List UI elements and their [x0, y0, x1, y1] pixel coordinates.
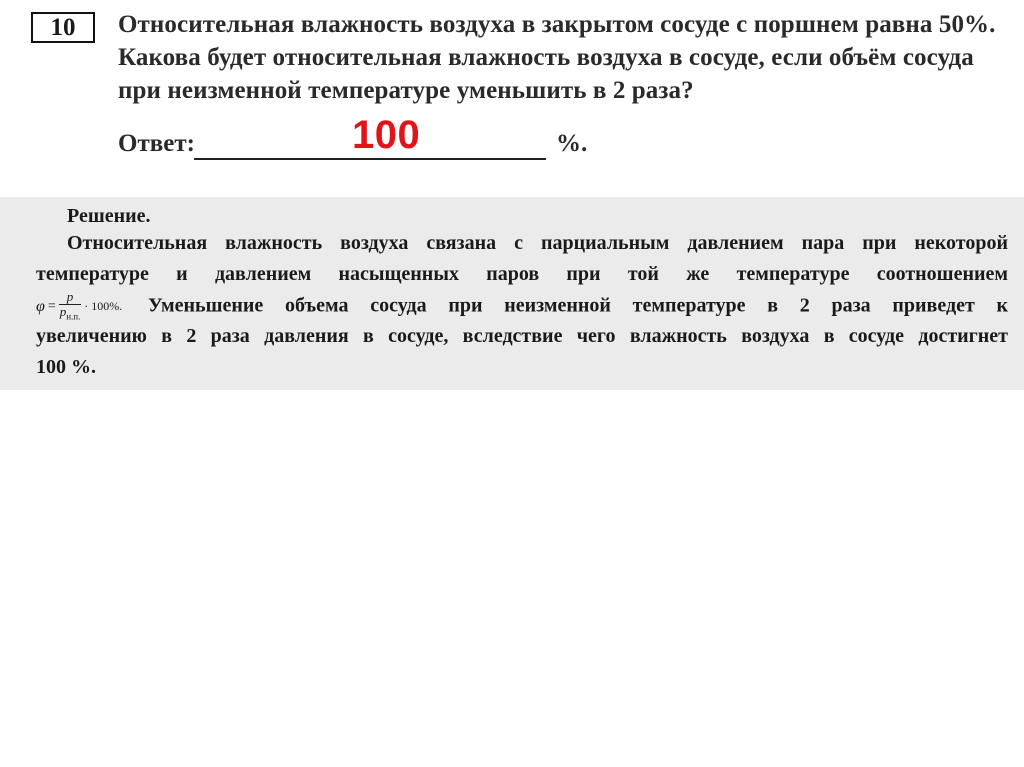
answer-value: 100 [352, 113, 421, 157]
formula-equals: = [47, 299, 56, 315]
solution-line-rest: Уменьшение объема сосуда при неизменной температуре в 2 раза приведет к [147, 294, 1009, 317]
question-text [118, 8, 998, 107]
answer-unit: %. [556, 130, 588, 157]
formula-denominator-base: p [59, 304, 67, 319]
formula-numerator: p [59, 290, 82, 305]
humidity-formula [36, 290, 122, 324]
question-line: Какова будет относительная влажность воздуха в сосуде, если объём сосуда [118, 44, 974, 71]
formula-multiplier: · 100%. [84, 299, 123, 314]
question-line: Относительная влажность воздуха в закрытом сосуде с поршнем равна 50%. [118, 11, 996, 38]
solution-title: Решение. [67, 205, 151, 227]
solution-line: увеличению в 2 раза давления в сосуде, вследствие чего влажность воздуха в сосуде достигнет [36, 325, 1008, 347]
solution-line: 100 %. [36, 356, 96, 378]
answer-field[interactable] [194, 158, 546, 160]
solution-line: температуре и давлением насыщенных паров при той же температуре соотношением [36, 263, 1008, 285]
task-number: 10 [31, 12, 95, 43]
solution-line: Относительная влажность воздуха связана с парциальным давлением пара при некоторой [67, 232, 1008, 254]
formula-symbol: φ [36, 298, 45, 316]
solution-line-with-formula [36, 290, 1008, 321]
formula-denominator-subscript: н.п. [66, 311, 81, 322]
formula-fraction [59, 290, 82, 324]
answer-label: Ответ: [118, 130, 195, 157]
solution-text [36, 228, 1008, 383]
question-line: при неизменной температуре уменьшить в 2 раза? [118, 77, 694, 104]
